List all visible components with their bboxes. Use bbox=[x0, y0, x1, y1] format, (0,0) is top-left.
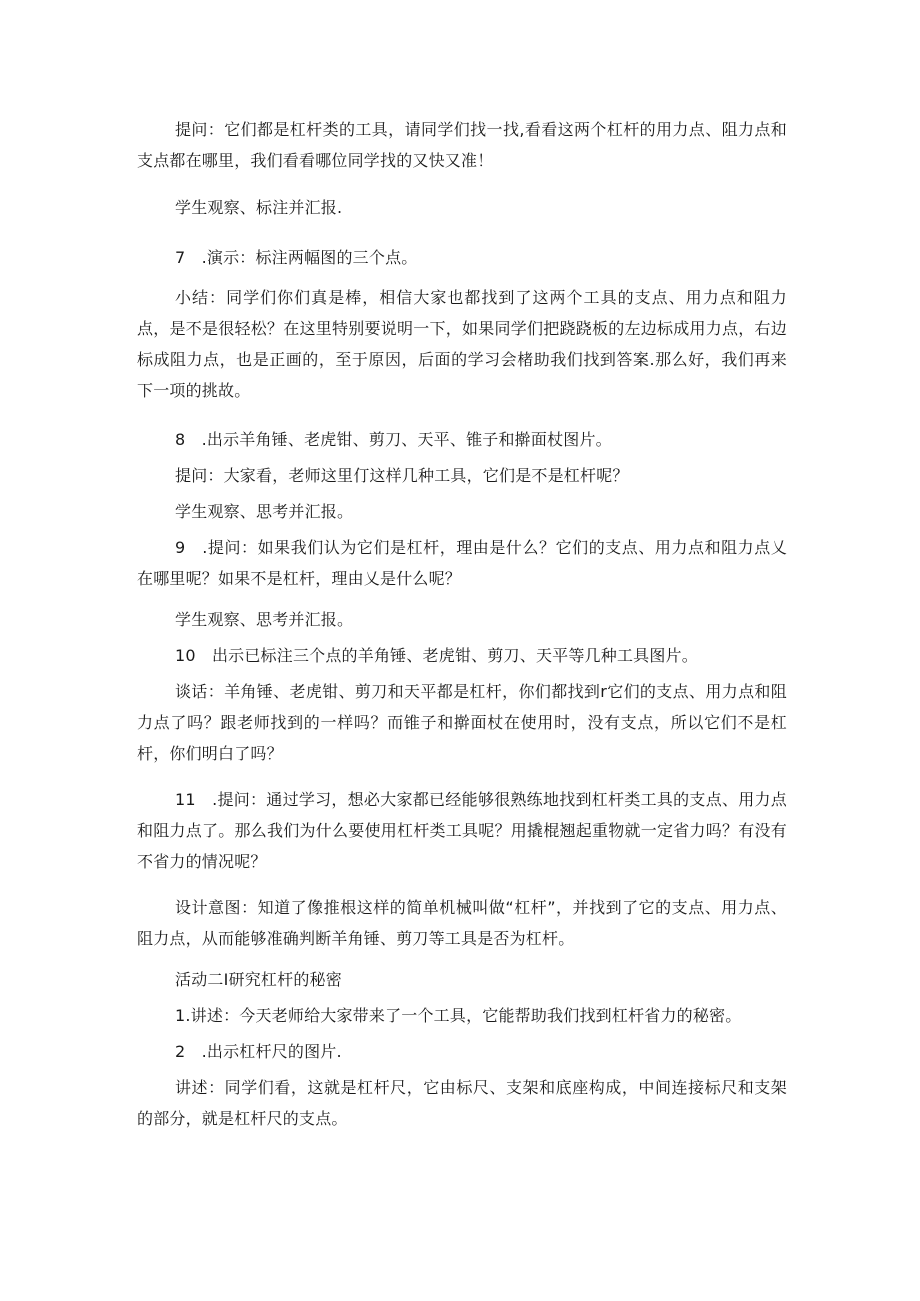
paragraph-talk: 谈话：羊角锤、老虎钳、剪刀和天平都是杠杆，你们都找到r它们的支点、用力点和阻力点了吗？跟老师找到的一样吗？而锥子和擀面杖在使用时，没有支点，所以它们不是杠杆，你们明白了吗？ bbox=[137, 682, 787, 763]
paragraph-student-report-2: 学生观察、思考并汇报。 bbox=[175, 502, 354, 521]
paragraph-question-tools: 提问：大家看，老师这里仃这样几种工具，它们是不是杠杆呢？ bbox=[175, 466, 629, 485]
paragraph-design-intent: 设计意图：知道了像推根这样的简单机械叫做“杠杆”，并找到了它的支点、用力点、阻力点，从而能够准确判断羊角锤、剪刀等工具是否为杠杆。 bbox=[137, 898, 787, 948]
paragraph-step-7: 7 .演示：标注两幅图的三个点。 bbox=[175, 248, 418, 267]
paragraph-activity-step-2: 2 .出示杠杆尺的图片. bbox=[175, 1042, 342, 1061]
paragraph-summary: 小结：同学们你们真是棒，相信大家也都找到了这两个工具的支点、用力点和阻力点，是不是很轻松？在这里特别要说明一下，如果同学们把跷跷板的左边标成用力点，右边标成阻力点，也是正画的，至于原因，后面的学习会楮助我们找到答案.那么好，我们再来下一项的挑故。 bbox=[137, 288, 787, 400]
paragraph-step-8: 8 .出示羊角锤、老虎钳、剪刀、天平、锥子和擀面杖图片。 bbox=[175, 430, 612, 449]
paragraph-lever-ruler-explanation: 讲述：同学们看，这就是杠杆尺，它由标尺、支架和底座构成，中间连接标尺和支架的部分，就是杠杆尺的支点。 bbox=[137, 1078, 787, 1128]
paragraph-question-find-points: 提问：它们都是杠杆类的工具，请同学们找一找,看看这两个杠杆的用力点、阻力点和支点都在哪里，我们看看哪位同学找的又快又准！ bbox=[137, 120, 787, 170]
paragraph-student-report-3: 学生观察、思考并汇报。 bbox=[175, 610, 354, 629]
paragraph-step-11: 11 .提问：通过学习，想必大家都已经能够很熟练地找到杠杆类工具的支点、用力点和阻力点了。那么我们为什么要使用杠杆类工具呢？用撬棍翘起重物就一定省力吗？有没有不省力的情况呢？ bbox=[137, 790, 787, 871]
paragraph-step-9: 9 .提问：如果我们认为它们是杠杆，理由是什么？它们的支点、用力点和阻力点乂在哪里呢？如果不是杠杆，理由乂是什么呢？ bbox=[137, 538, 787, 588]
paragraph-step-10: 10 出示已标注三个点的羊角锤、老虎钳、剪刀、天平等几种工具图片。 bbox=[175, 646, 698, 665]
paragraph-student-report-1: 学生观察、标注并汇报. bbox=[175, 198, 343, 217]
paragraph-activity-step-1: 1.讲述：今天老师给大家带来了一个工具，它能帮助我们找到杠杆省力的秘密。 bbox=[175, 1006, 742, 1025]
paragraph-activity-two-heading: 活动二I研究杠杆的秘密 bbox=[175, 970, 342, 989]
